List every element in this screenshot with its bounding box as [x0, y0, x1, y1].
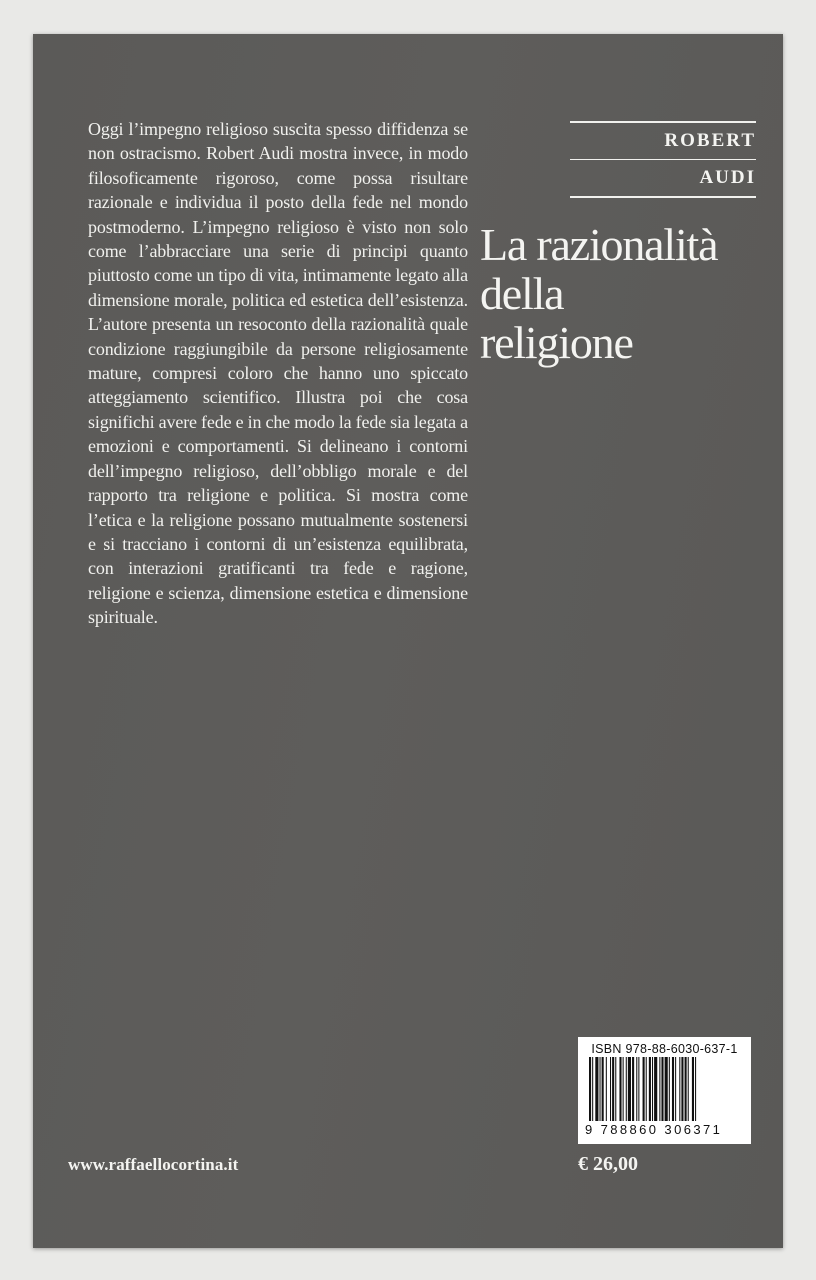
- author-last-name: AUDI: [699, 167, 756, 188]
- barcode-bar: [643, 1057, 645, 1121]
- barcode-bar: [606, 1057, 607, 1121]
- barcode-bar: [626, 1057, 627, 1121]
- book-title: [480, 220, 760, 367]
- rule-bottom: [570, 196, 756, 198]
- barcode-bar: [589, 1057, 591, 1121]
- barcode-bar: [652, 1057, 653, 1121]
- barcode-bar: [646, 1057, 647, 1121]
- barcode-bar: [615, 1057, 616, 1121]
- price: € 26,00: [578, 1153, 638, 1175]
- barcode-label: [578, 1037, 751, 1144]
- barcode-bar: [695, 1057, 696, 1121]
- barcode-bar: [632, 1057, 634, 1121]
- title-line-1: La razionalità: [480, 219, 718, 270]
- barcode-bar: [592, 1057, 593, 1121]
- barcode-bar: [692, 1057, 694, 1121]
- barcode-bar: [600, 1057, 601, 1121]
- barcode-bar: [665, 1057, 668, 1121]
- barcode-bar: [672, 1057, 674, 1121]
- barcode-bar: [659, 1057, 660, 1121]
- barcode-bar: [595, 1057, 598, 1121]
- barcode-bar: [654, 1057, 657, 1121]
- isbn-number: ISBN 978-88-6030-637-1: [591, 1042, 738, 1056]
- barcode-bar: [612, 1057, 614, 1121]
- author-block: [570, 121, 756, 198]
- barcode-icon: [583, 1057, 746, 1121]
- author-first-name: ROBERT: [664, 129, 756, 151]
- barcode-bar: [638, 1057, 639, 1121]
- barcode-bar: [636, 1057, 637, 1121]
- barcode-bar: [679, 1057, 680, 1121]
- barcode-bar: [669, 1057, 670, 1121]
- barcode-bar: [661, 1057, 663, 1121]
- barcode-bar: [602, 1057, 604, 1121]
- barcode-bar: [628, 1057, 631, 1121]
- title-line-3: religione: [480, 317, 633, 368]
- barcode-bar: [681, 1057, 683, 1121]
- barcode-bar: [610, 1057, 611, 1121]
- blurb-text: Oggi l’impegno religioso suscita spesso diffidenza se non ostracismo. Robert Audi mostra invece, in modo filosoficamente rigoroso, come possa risultare razionale e individua il posto della fede nel mondo postmoderno. L’impegno religioso è visto non solo come l’abbracciare una serie di principi quanto piuttosto come un tipo di vita, intimamente legato alla dimensione morale, politica ed estetica dell’esistenza. L’autore presenta un resoconto della razionalità quale condizione raggiungibile da persone religiosamente mature, compresi coloro che hanno uno spiccato atteggiamento scientifico. Illustra poi che cosa significhi avere fede e in che modo la fede sia legata a emozioni e comportamenti. Si delineano i contorni dell’impegno religioso, dell’obbligo morale e del rapporto tra religione e politica. Si mostra come l’etica e la religione possano mutualmente sostenersi e si tracciano i contorni di un’esistenza equilibrata, con interazioni gratificanti tra fede e ragione, religione e scienza, dimensione estetica e dimensione spirituale.: [88, 119, 468, 628]
- ean-digits: 9 788860 306371: [585, 1122, 723, 1137]
- barcode-bar: [685, 1057, 687, 1121]
- barcode-bar: [623, 1057, 624, 1121]
- barcode-bar: [619, 1057, 621, 1121]
- publisher-website: www.raffaellocortina.it: [68, 1155, 239, 1174]
- title-line-2: della: [480, 268, 564, 319]
- barcode-bar: [688, 1057, 689, 1121]
- barcode-bar: [649, 1057, 651, 1121]
- barcode-bar: [675, 1057, 676, 1121]
